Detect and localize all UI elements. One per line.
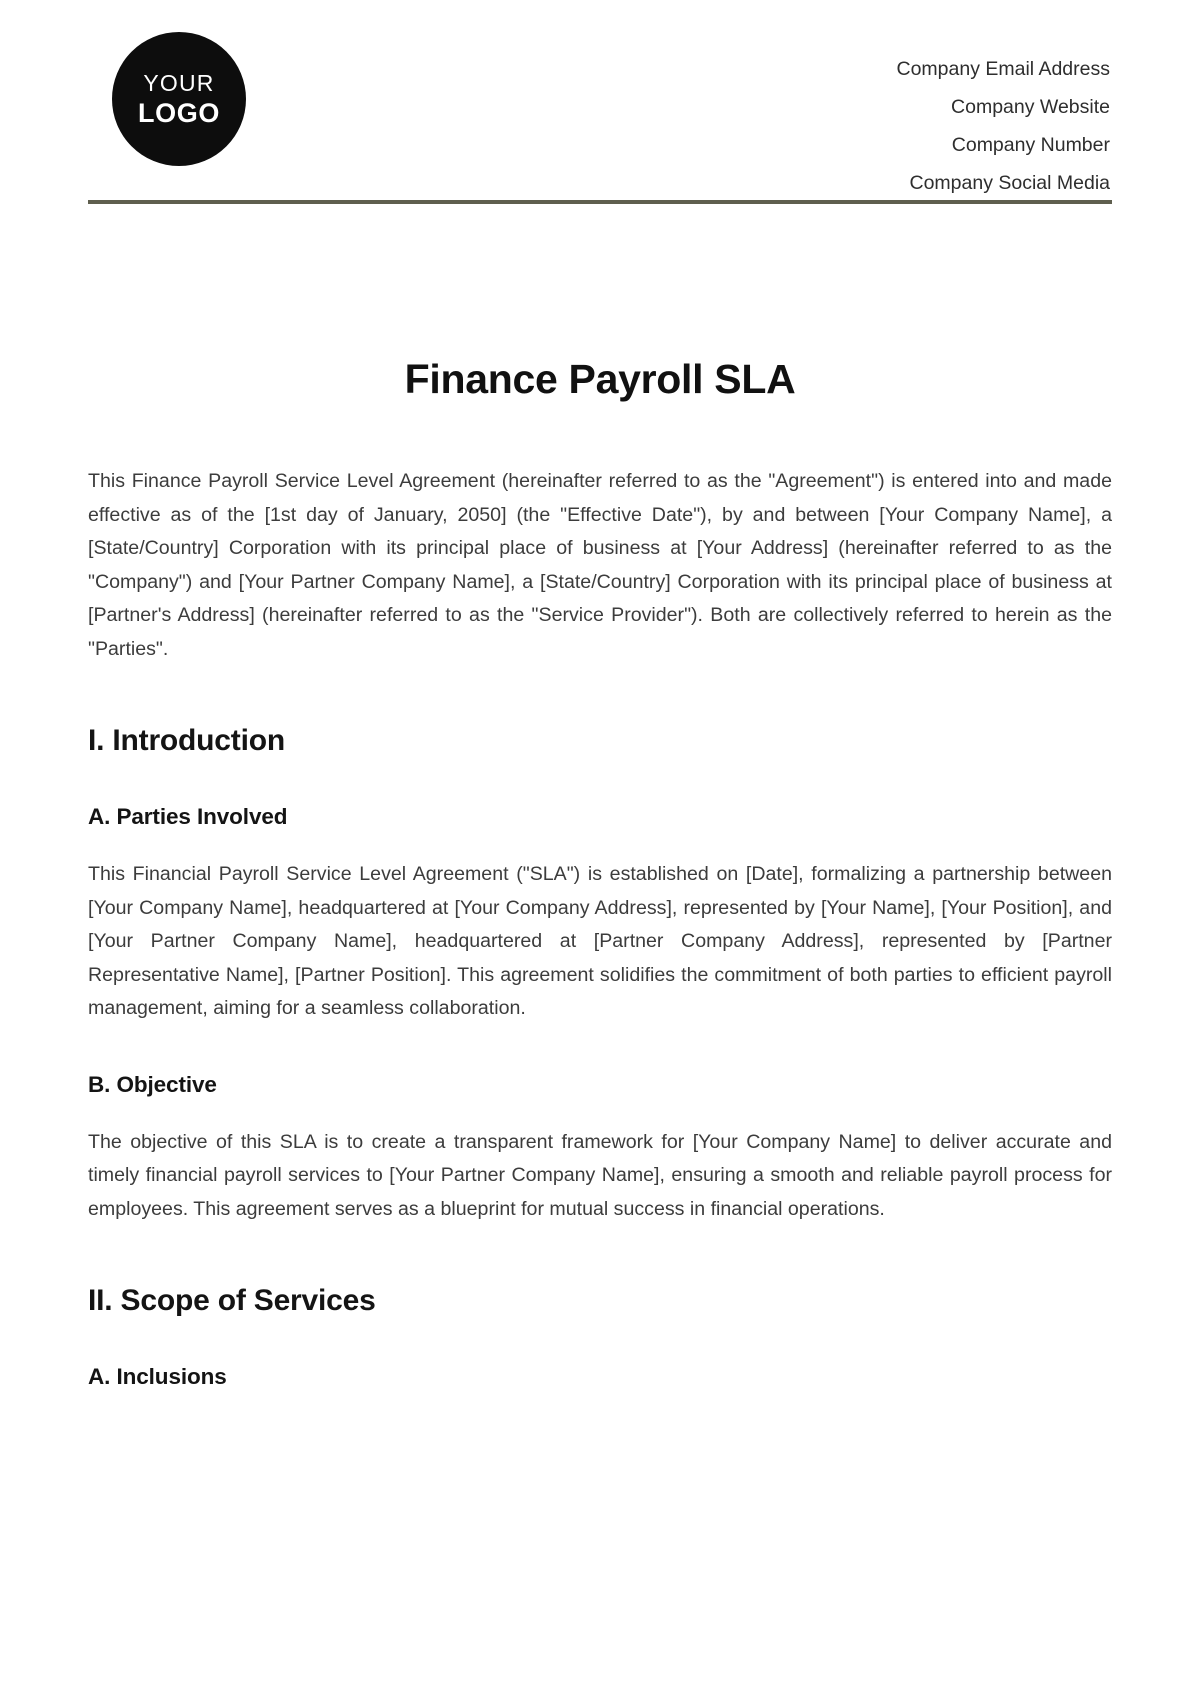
subsection-body-parties-involved: This Financial Payroll Service Level Agreement ("SLA") is established on [Date], formalizing a partnership between [Your Company Name], headquartered at [Your Company Address], represented by [Your Name], [Your Position], and [Your Partner Company Name], headquartered at [Partner Company Address], represented by [Partner Representative Name], [Partner Position]. This agreement solidifies the commitment of both parties to efficient payroll management, aiming for a seamless collaboration.: [88, 863, 1112, 1019]
section-scope-of-services: [88, 1284, 1112, 1390]
company-contact-block: [896, 32, 1112, 202]
subsection-body-objective: The objective of this SLA is to create a transparent framework for [Your Company Name] to deliver accurate and timely financial payroll services to [Your Partner Company Name], ensuring a smooth and reliable payroll process for employees. This agreement serves as a blueprint for mutual success in financial operations.: [88, 1130, 1112, 1220]
contact-social-media: Company Social Media: [909, 172, 1110, 194]
logo-text-top: YOUR: [143, 69, 215, 96]
logo-text-bottom: LOGO: [138, 97, 220, 128]
section-heading-introduction: I. Introduction: [88, 724, 285, 757]
subsection-heading-inclusions: A. Inclusions: [88, 1364, 227, 1389]
section-introduction: [88, 724, 1112, 1226]
page-title: Finance Payroll SLA: [404, 356, 796, 402]
contact-email-address: Company Email Address: [896, 58, 1110, 80]
document-header: [88, 0, 1112, 194]
contact-website: Company Website: [951, 96, 1110, 118]
section-heading-scope-of-services: II. Scope of Services: [88, 1284, 376, 1317]
contact-phone-number: Company Number: [951, 134, 1110, 156]
subsection-heading-parties-involved: A. Parties Involved: [88, 804, 288, 829]
preamble-paragraph: This Finance Payroll Service Level Agreement (hereinafter referred to as the "Agreement") is entered into and made effective as of the [1st day of January, 2050] (the "Effective Date"), by and between [Your Company Name], a [State/Country] Corporation with its principal place of business at [Your Address] (hereinafter referred to as the "Company") and [Your Partner Company Name], a [State/Country] Corporation with its principal place of business at [Partner's Address] (hereinafter referred to as the "Service Provider"). Both are collectively referred to herein as the "Parties".: [88, 470, 1112, 660]
company-logo: [112, 32, 246, 166]
subsection-heading-objective: B. Objective: [88, 1071, 217, 1097]
